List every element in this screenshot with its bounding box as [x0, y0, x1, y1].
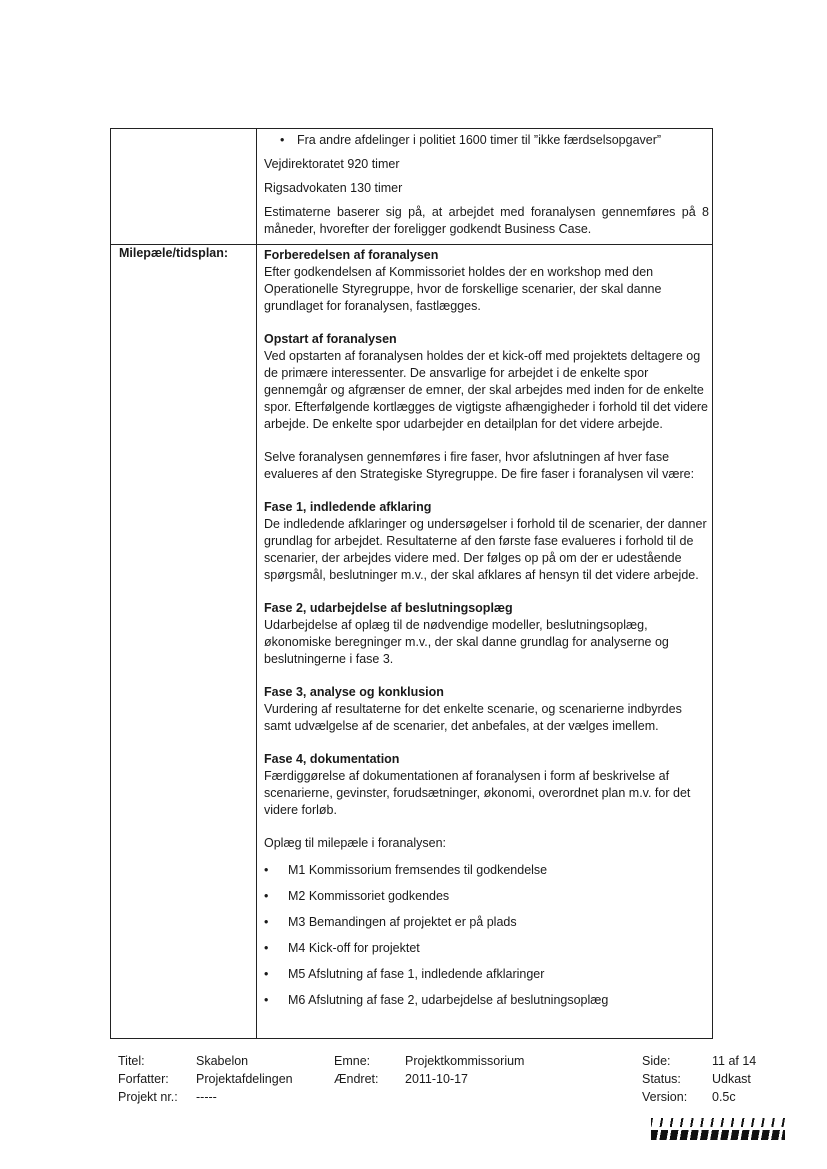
- section-text: Færdiggørelse af dokumentationen af foranalysen i form af beskrivelse af scenarierne, gevinster, forudsætninger, økonomi, overordnet plan m.v. for det videre forløb.: [264, 769, 691, 817]
- section: [264, 499, 709, 584]
- section-heading: Opstart af foranalysen: [264, 332, 397, 346]
- version-value: 0.5c: [712, 1090, 736, 1104]
- bullet-icon: •: [264, 941, 269, 955]
- aendret-label: Ændret:: [334, 1072, 379, 1086]
- bullet-icon: •: [264, 863, 269, 877]
- titel-value: Skabelon: [196, 1054, 249, 1068]
- barcode-top-stripes: [651, 1118, 785, 1127]
- side-label: Side:: [642, 1054, 671, 1068]
- side-value: 11 af 14: [712, 1054, 757, 1068]
- section: [264, 449, 709, 483]
- footer-values-mid: [405, 1052, 524, 1088]
- section-heading: Fase 1, indledende afklaring: [264, 500, 432, 514]
- estimate-line: Rigsadvokaten 130 timer: [264, 181, 403, 195]
- list-item: [264, 992, 709, 1009]
- status-value: Udkast: [712, 1072, 751, 1086]
- section: [264, 600, 709, 668]
- section-text: Ved opstarten af foranalysen holdes der et kick-off med projektets deltagere og de primære interessenter. De ansvarlige for arbejdet i de enkelte spor gennemgår og afgrænser de emner, der skal arbejdes med inden for de enkelte spor. Efterfølgende kortlægges de vigtigste afhængigheder i forhold til det videre arbejde. De enkelte spor udarbejder en detailplan for det videre arbejde.: [264, 349, 709, 431]
- projekt-value: -----: [196, 1090, 217, 1104]
- section-text: Efter godkendelsen af Kommissoriet holdes der en workshop med den Operationelle Styregruppe, hvor de forskellige scenarier, der skal danne grundlaget for foranalysen, fastlægges.: [264, 265, 662, 313]
- milestone-text: M4 Kick-off for projektet: [288, 941, 420, 955]
- aendret-value: 2011-10-17: [405, 1072, 469, 1086]
- version-label: Version:: [642, 1090, 688, 1104]
- section-heading: Fase 3, analyse og konklusion: [264, 685, 444, 699]
- footer-labels-left: [118, 1052, 178, 1106]
- milestone-text: M6 Afslutning af fase 2, udarbejdelse af beslutningsoplæg: [288, 993, 609, 1007]
- footer-values-right: [712, 1052, 756, 1106]
- milestone-text: M3 Bemandingen af projektet er på plads: [288, 915, 517, 929]
- list-item: [264, 862, 709, 879]
- section: [264, 684, 709, 735]
- list-item: [264, 940, 709, 957]
- section: [264, 331, 709, 433]
- footer-labels-right: [642, 1052, 687, 1106]
- section-text: Selve foranalysen gennemføres i fire faser, hvor afslutningen af hver fase evalueres af den Strategiske Styregruppe. De fire faser i foranalysen vil være:: [264, 450, 695, 481]
- milestone-text: M2 Kommissoriet godkendes: [288, 889, 450, 903]
- column-divider: [256, 129, 257, 1038]
- resource-estimates-cell: [264, 132, 709, 245]
- section: [264, 247, 709, 315]
- document-table: [110, 128, 713, 1039]
- bullet-icon: •: [264, 967, 269, 981]
- section-heading: Fase 2, udarbejdelse af beslutningsoplæg: [264, 601, 513, 615]
- barcode-bottom-stripes: [651, 1130, 785, 1140]
- list-item: [264, 966, 709, 983]
- titel-label: Titel:: [118, 1054, 145, 1068]
- bullet-icon: •: [280, 133, 285, 147]
- forfatter-value: Projektafdelingen: [196, 1072, 293, 1086]
- milestones-intro: Oplæg til milepæle i foranalysen:: [264, 836, 447, 850]
- milestone-cell: [264, 247, 709, 1018]
- milestone-list: [264, 862, 709, 1009]
- section-text: Udarbejdelse af oplæg til de nødvendige modeller, beslutningsoplæg, økonomiske beregninger m.v., der skal danne grundlag for analyserne og beslutningerne i fase 3.: [264, 618, 669, 666]
- section-heading: Forberedelsen af foranalysen: [264, 248, 439, 262]
- bullet-text: Fra andre afdelinger i politiet 1600 timer til ”ikke færdselsopgaver”: [297, 133, 662, 147]
- list-item: [264, 888, 709, 905]
- footer-values-left: [196, 1052, 293, 1106]
- status-label: Status:: [642, 1072, 681, 1086]
- section-heading: Fase 4, dokumentation: [264, 752, 400, 766]
- projekt-label: Projekt nr.:: [118, 1090, 178, 1104]
- milestone-label: Milepæle/tidsplan:: [119, 246, 229, 260]
- bullet-item: [264, 132, 709, 149]
- bullet-icon: •: [264, 915, 269, 929]
- section: [264, 751, 709, 819]
- bullet-icon: •: [264, 993, 269, 1007]
- footer-labels-mid: [334, 1052, 378, 1088]
- bullet-icon: •: [264, 889, 269, 903]
- emne-label: Emne:: [334, 1054, 371, 1068]
- estimate-note: Estimaterne baserer sig på, at arbejdet med foranalysen gennemføres på 8 måneder, hvorefter der foreligger godkendt Business Case.: [264, 205, 709, 236]
- section-text: De indledende afklaringer og undersøgelser i forhold til de scenarier, der danner grundlag for arbejdet. Resultaterne af den første fase evalueres i forhold til de scenarier, der arbejdes videre med. Der følges op på om der er udestående spørgsmål, beslutninger m.v., der skal afklares af hensyn til det videre arbejde.: [264, 517, 707, 582]
- list-item: [264, 914, 709, 931]
- milestone-text: M1 Kommissorium fremsendes til godkendelse: [288, 863, 548, 877]
- barcode-icon: [651, 1118, 785, 1140]
- estimate-line: Vejdirektoratet 920 timer: [264, 157, 400, 171]
- forfatter-label: Forfatter:: [118, 1072, 169, 1086]
- emne-value: Projektkommissorium: [405, 1054, 525, 1068]
- milestone-text: M5 Afslutning af fase 1, indledende afklaringer: [288, 967, 545, 981]
- section-text: Vurdering af resultaterne for det enkelte scenarie, og scenarierne indbyrdes samt udvælgelse af de scenarier, det anbefales, at der vælges imellem.: [264, 702, 682, 733]
